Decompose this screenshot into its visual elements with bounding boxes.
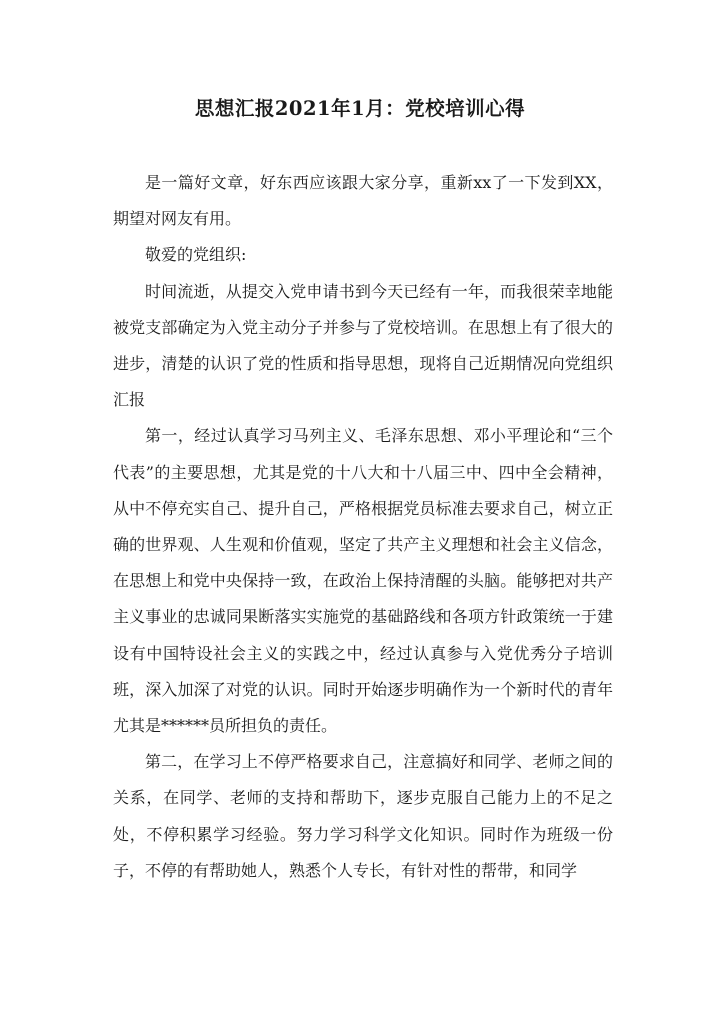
paragraph-second-point: 第二，在学习上不停严格要求自己，注意搞好和同学、老师之间的关系，在同学、老师的支持和帮助下，逐步克服自己能力上的不足之处，不停积累学习经验。努力学习科学文化知识。同时作为班级一份子，不停的有帮助她人，熟悉个人专长，有针对性的帮带，和同学 (113, 752, 613, 880)
paragraph-opening: 时间流逝，从提交入党申请书到今天已经有一年，而我很荣幸地能被党支部确定为入党主动分子并参与了党校培训。在思想上有了很大的进步，清楚的认识了党的性质和指导思想，现将自己近期情况向党组织汇报 (113, 281, 613, 410)
document-title: 思想汇报2021年1月：党校培训心得 (194, 97, 526, 120)
paragraph-intro: 是一篇好文章，好东西应该跟大家分享，重新xx了一下发到XX，期望对网友有用。 (113, 173, 613, 229)
document-body (113, 165, 613, 889)
paragraph-first-point: 第一，经过认真学习马列主义、毛泽东思想、邓小平理论和“三个代表”的主要思想，尤其是党的十八大和十八届三中、四中全会精神，从中不停充实自己、提升自己，严格根据党员标准去要求自己，树立正确的世界观、人生观和价值观，坚定了共产主义理想和社会主义信念，在思想上和党中央保持一致，在政治上保持清醒的头脑。能够把对共产主义事业的忠诚同果断落实实施党的基础路线和各项方针政策统一于建设有中国特设社会主义的实践之中，经过认真参与入党优秀分子培训班，深入加深了对党的认识。同时开始逐步明确作为一个新时代的青年尤其是******员所担负的责任。 (113, 426, 613, 736)
paragraph-salutation: 敬爱的党组织: (145, 245, 247, 265)
